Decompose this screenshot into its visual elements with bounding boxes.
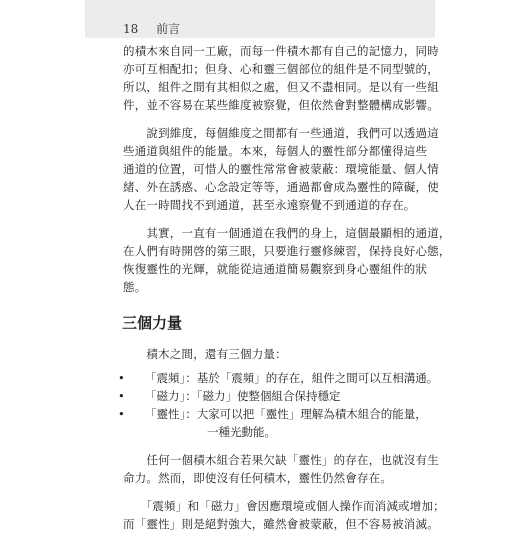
text-line: 亦可互相配扣；但身、心和靈三個部位的組件是不同型號的， <box>123 62 439 76</box>
page-body <box>118 42 451 543</box>
page-header <box>123 20 194 37</box>
text-line: 所以，組件之間有其相似之處，但又不盡相同。是以有一些組 <box>123 80 439 94</box>
text-line: 說到維度，每個維度之間都有一些通道，我們可以透過這 <box>123 126 439 140</box>
text-line: 而「靈性」則是絕對強大，雖然會被蒙蔽，但不容易被消滅。 <box>123 517 439 531</box>
text-line: 緒、外在誘惑、心念設定等等，通過都會成為靈性的障礙，使 <box>123 180 439 194</box>
text-line: 積木之間，還有三個力量： <box>123 347 287 361</box>
text-line: 「震頻」和「磁力」會因應環境或個人操作而消減或增加； <box>123 499 445 513</box>
intro-paragraph <box>123 345 408 363</box>
text-line: 通道的位置，可惜人的靈性常常會被蒙蔽：環境能量、個人情 <box>123 162 439 176</box>
bullet-text: 「靈性」：大家可以把「靈性」理解為積木組合的能量， <box>145 407 427 421</box>
bullet-list <box>118 369 439 441</box>
text-line: 些通道與組件的能量。本來，每個人的靈性部分都懂得這些 <box>123 144 428 158</box>
text-line: 人在一時間找不到通道，甚至永遠察覺不到通道的存在。 <box>123 198 416 212</box>
text-line: 恢復靈性的光輝，就能從這通道簡易觀察到身心靈組件的狀 <box>123 262 428 276</box>
text-line: 命力。然而，即使沒有任何積木，靈性仍然會存在。 <box>123 471 393 485</box>
text-line: 任何一個積木組合若果欠缺「靈性」的存在，也就沒有生 <box>123 453 439 467</box>
paragraph-4 <box>123 451 439 487</box>
paragraph-3 <box>123 224 451 296</box>
text-line: 在人們有時開啓的第三眼，只要進行靈修練習，保持良好心態， <box>123 244 451 258</box>
text-line: 其實，一直有一個通道在我們的身上，這個最顯相的通道， <box>123 226 451 240</box>
bullet-marker: • <box>118 371 125 385</box>
paragraph-5 <box>123 497 445 533</box>
bullet-continuation: 一種光動能。 <box>207 425 276 439</box>
text-line: 件，並不容易在某些維度被察覺，但依然會對整體構成影響。 <box>123 98 439 112</box>
paragraph-1 <box>123 42 439 114</box>
text-line: 的積木來自同一工廠，而每一件積木都有自己的記憶力，同時 <box>123 44 439 58</box>
page-number: 18 <box>123 22 139 36</box>
list-item <box>118 387 408 405</box>
chapter-title: 前言 <box>156 22 181 36</box>
paragraph-2 <box>123 124 439 214</box>
list-item <box>118 369 439 387</box>
list-item <box>118 405 427 441</box>
text-line: 態。 <box>123 280 147 294</box>
section-heading: 三個力量 <box>122 314 183 332</box>
bullet-text: 「震頻」：基於「震頻」的存在，組件之間可以互相溝通。 <box>145 371 439 385</box>
bullet-marker: • <box>118 407 125 421</box>
bullet-text: 「磁力」：「磁力」使整個組合保持穩定 <box>145 389 341 403</box>
bullet-marker: • <box>118 389 125 403</box>
